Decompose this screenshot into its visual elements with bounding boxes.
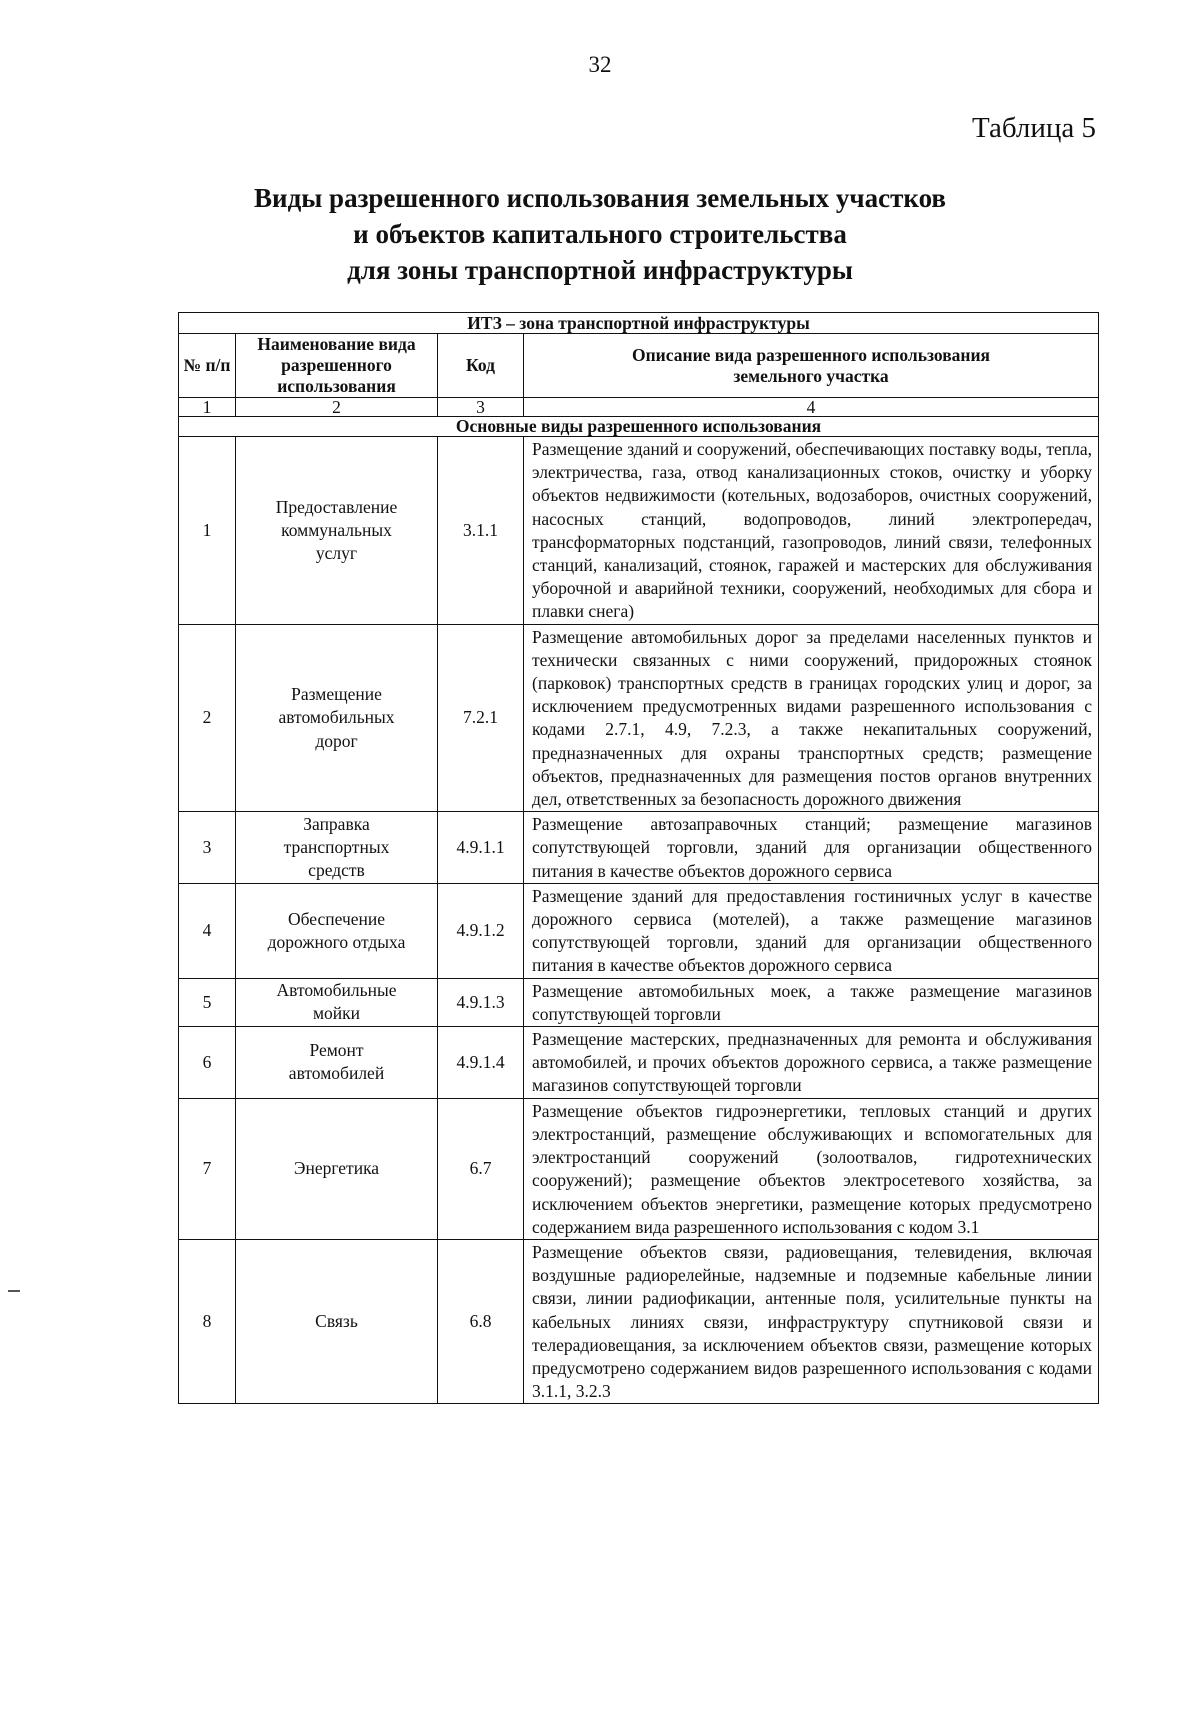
- header-desc: Описание вида разрешенного использования земельного участка: [524, 334, 1099, 398]
- table-row: [179, 624, 1099, 812]
- row-desc: Размещение зданий для предоставления гостиничных услуг в качестве дорожного сервиса (мотелей), а также размещение магазинов сопутствующей торговли, зданий для организации общественного питания в качестве объектов дорожного сервиса: [524, 883, 1099, 978]
- document-title: [0, 180, 1200, 288]
- row-code: 4.9.1.2: [438, 883, 524, 978]
- row-name: Заправка транспортных средств: [236, 812, 438, 884]
- col-index: 4: [524, 398, 1099, 417]
- table-row: [179, 883, 1099, 978]
- table-row: [179, 1098, 1099, 1239]
- col-index: 3: [438, 398, 524, 417]
- section-title: Основные виды разрешенного использования: [179, 417, 1099, 437]
- row-desc: Размещение зданий и сооружений, обеспечивающих поставку воды, тепла, электричества, газа, отвод канализационных стоков, очистку и уборку объектов недвижимости (котельных, водозаборов, очистных сооружений, насосных станций, водопроводов, линий электропередач, трансформаторных подстанций, газопроводов, линий связи, телефонных станций, канализаций, стоянок, гаражей и мастерских для обслуживания уборочной и аварийной техники, сооружений, необходимых для сбора и плавки снега): [524, 437, 1099, 625]
- column-index-row: [179, 398, 1099, 417]
- header-code: Код: [438, 334, 524, 398]
- table-row: [179, 1239, 1099, 1403]
- row-name: Размещение автомобильных дорог: [236, 624, 438, 812]
- row-desc: Размещение объектов связи, радиовещания, телевидения, включая воздушные радиорелейные, надземные и подземные кабельные линии связи, линии радиофикации, антенные поля, усилительные пункты на кабельных линиях связи, инфраструктуру спутниковой связи и телерадиовещания, за исключением объектов связи, размещение которых предусмотрено содержанием видов разрешенного использования с кодами 3.1.1, 3.2.3: [524, 1239, 1099, 1403]
- title-line: для зоны транспортной инфраструктуры: [347, 255, 853, 285]
- row-desc: Размещение мастерских, предназначенных для ремонта и обслуживания автомобилей, и прочих объектов дорожного сервиса, а также размещение магазинов сопутствующей торговли: [524, 1027, 1099, 1099]
- header-num: № п/п: [179, 334, 236, 398]
- title-line: Виды разрешенного использования земельных участков: [254, 183, 946, 213]
- row-name: Связь: [236, 1239, 438, 1403]
- row-code: 6.8: [438, 1239, 524, 1403]
- row-desc: Размещение объектов гидроэнергетики, тепловых станций и других электростанций, размещение обслуживающих и вспомогательных для электростанций сооружений (золоотвалов, гидротехнических сооружений); размещение объектов электросетевого хозяйства, за исключением объектов энергетики, размещение которых предусмотрено содержанием вида разрешенного использования с кодом 3.1: [524, 1098, 1099, 1239]
- row-code: 3.1.1: [438, 437, 524, 625]
- row-name: Энергетика: [236, 1098, 438, 1239]
- row-num: 3: [179, 812, 236, 884]
- row-code: 6.7: [438, 1098, 524, 1239]
- row-num: 8: [179, 1239, 236, 1403]
- row-name: Обеспечение дорожного отдыха: [236, 883, 438, 978]
- zone-title: ИТЗ – зона транспортной инфраструктуры: [179, 313, 1099, 334]
- col-index: 1: [179, 398, 236, 417]
- row-num: 6: [179, 1027, 236, 1099]
- col-index: 2: [236, 398, 438, 417]
- header-name: Наименование вида разрешенного использования: [236, 334, 438, 398]
- zone-title-row: [179, 313, 1099, 334]
- page-number: 32: [588, 52, 612, 77]
- row-desc: Размещение автомобильных моек, а также размещение магазинов сопутствующей торговли: [524, 978, 1099, 1026]
- row-name: Предоставление коммунальных услуг: [236, 437, 438, 625]
- table-caption: Таблица 5: [971, 112, 1096, 144]
- section-row: [179, 417, 1099, 437]
- row-code: 4.9.1.4: [438, 1027, 524, 1099]
- margin-mark: [8, 1290, 20, 1292]
- row-name: Ремонт автомобилей: [236, 1027, 438, 1099]
- row-code: 7.2.1: [438, 624, 524, 812]
- row-num: 1: [179, 437, 236, 625]
- land-use-table: [178, 312, 1099, 1404]
- row-desc: Размещение автомобильных дорог за пределами населенных пунктов и технически связанных с ними сооружений, придорожных стоянок (парковок) транспортных средств в границах городских улиц и дорог, за исключением предусмотренных видами разрешенного использования с кодами 2.7.1, 4.9, 7.2.3, а также некапитальных сооружений, предназначенных для охраны транспортных средств; размещение объектов, предназначенных для размещения постов органов внутренних дел, ответственных за безопасность дорожного движения: [524, 624, 1099, 812]
- row-num: 5: [179, 978, 236, 1026]
- table-row: [179, 812, 1099, 884]
- header-row: [179, 334, 1099, 398]
- table-row: [179, 978, 1099, 1026]
- title-line: и объектов капитального строительства: [353, 219, 847, 249]
- row-num: 4: [179, 883, 236, 978]
- row-code: 4.9.1.3: [438, 978, 524, 1026]
- row-name: Автомобильные мойки: [236, 978, 438, 1026]
- row-code: 4.9.1.1: [438, 812, 524, 884]
- row-num: 7: [179, 1098, 236, 1239]
- table-row: [179, 437, 1099, 625]
- row-desc: Размещение автозаправочных станций; размещение магазинов сопутствующей торговли, зданий для организации общественного питания в качестве объектов дорожного сервиса: [524, 812, 1099, 884]
- table-row: [179, 1027, 1099, 1099]
- row-num: 2: [179, 624, 236, 812]
